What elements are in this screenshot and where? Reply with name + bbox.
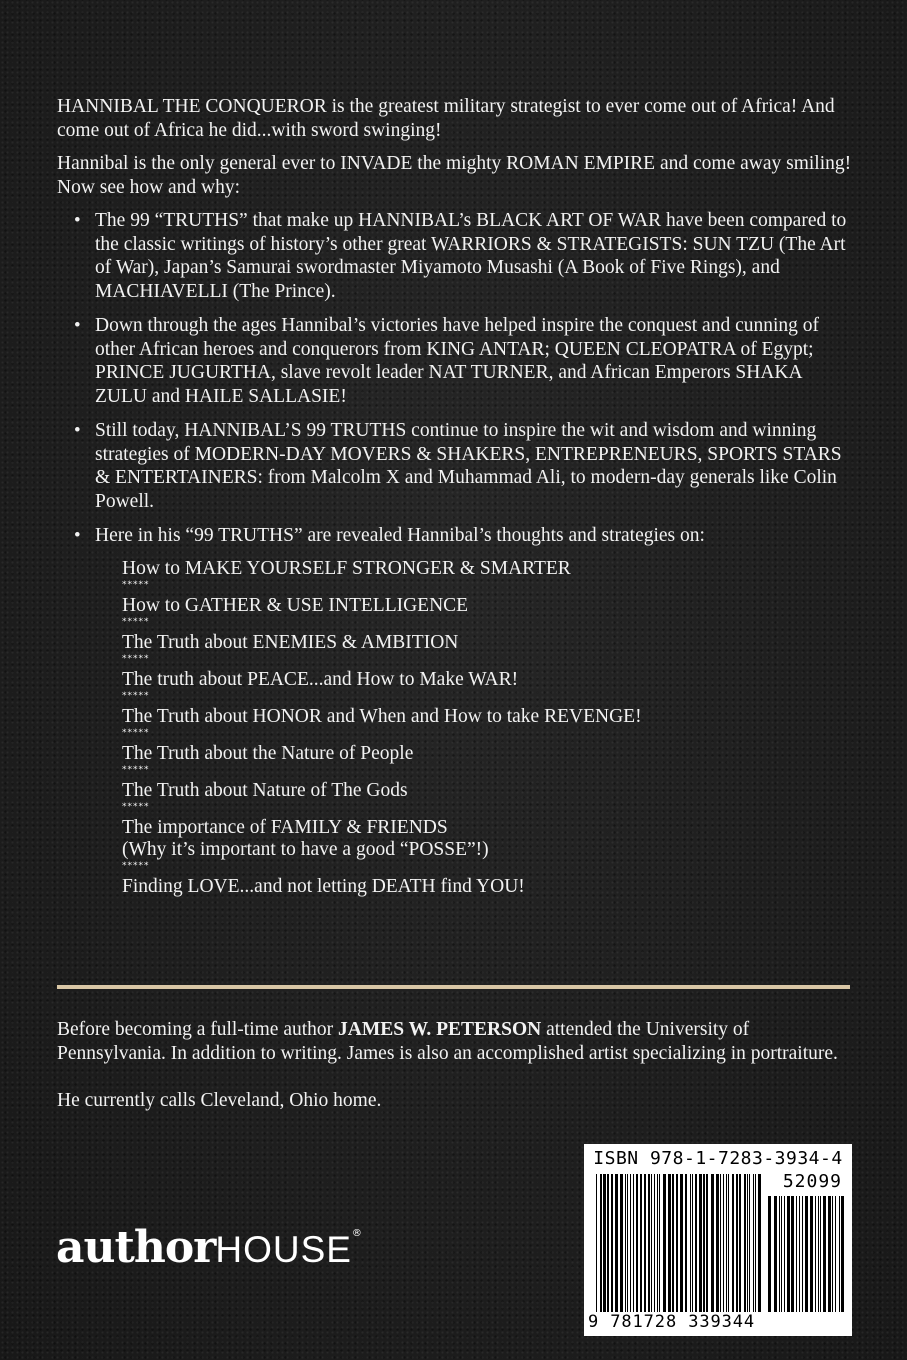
- barcode-bar: [723, 1174, 724, 1314]
- barcode-bar: [615, 1174, 618, 1314]
- bullet-item: [57, 209, 857, 303]
- logo-house-text: HOUSE: [215, 1229, 352, 1270]
- barcode-bar: [663, 1174, 666, 1314]
- topic-item: Finding LOVE...and not letting DEATH find YOU!: [122, 875, 525, 897]
- barcode-bar: [600, 1174, 602, 1314]
- truths-bullet-list: [57, 209, 857, 548]
- barcode-bar: [728, 1174, 729, 1314]
- barcode-bar: [787, 1196, 790, 1314]
- bio-paragraph: [57, 1018, 857, 1065]
- barcode-bar: [820, 1196, 821, 1314]
- barcode-bar: [828, 1196, 831, 1314]
- barcode-bar: [627, 1174, 628, 1314]
- barcode-bar: [744, 1174, 746, 1314]
- barcode-bar: [651, 1174, 652, 1314]
- barcode-bar: [657, 1174, 658, 1314]
- bullet-item: [57, 419, 857, 513]
- bullet-icon: •: [74, 210, 81, 231]
- barcode-bar: [596, 1174, 597, 1314]
- barcode-bar: [784, 1196, 785, 1314]
- barcode-bar: [835, 1196, 836, 1314]
- topic-separator: *****: [122, 860, 150, 871]
- barcode-bar: [611, 1174, 613, 1314]
- barcode-bar: [774, 1196, 777, 1314]
- back-cover-text: [57, 95, 857, 898]
- barcode-bar: [633, 1174, 634, 1314]
- topic-item: The Truth about HONOR and When and How to take REVENGE!: [122, 705, 642, 727]
- barcode-bar: [607, 1174, 609, 1314]
- bio-text-post: attended the University of Pennsylvania. In addition to writing. James is also an accomplished artist specializing in portraiture.: [57, 1019, 838, 1064]
- barcode-bar: [726, 1174, 727, 1314]
- barcode-bar: [644, 1174, 646, 1314]
- barcode-bar: [676, 1174, 678, 1314]
- topic-separator: *****: [122, 579, 150, 590]
- barcode-bar: [796, 1196, 797, 1314]
- barcode-bar: [753, 1174, 754, 1314]
- publisher-logo: [56, 1222, 362, 1273]
- bullet-text: Down through the ages Hannibal’s victories have helped inspire the conquest and cunning of other African heroes and conquerors from KING ANTAR; QUEEN CLEOPATRA of Egypt; PRINCE JUGURTHA, slave revolt leader NAT TURNER, and African Emperors SHAKA ZULU and HAILE SALLASIE!: [95, 315, 820, 407]
- topic-item: The truth about PEACE...and How to Make WAR!: [122, 668, 519, 690]
- topic-separator: *****: [122, 616, 150, 627]
- barcode-bar: [802, 1196, 803, 1314]
- barcode-bar: [739, 1174, 741, 1314]
- barcode-bar: [810, 1196, 813, 1314]
- isbn-label: ISBN 978-1-7283-3934-4: [593, 1148, 843, 1169]
- divider-rule: [57, 985, 850, 989]
- barcode-bar: [815, 1196, 816, 1314]
- barcode-bar: [640, 1174, 642, 1314]
- barcode-bar: [692, 1174, 693, 1314]
- price-code: 52099: [782, 1171, 842, 1192]
- barcode-bar: [625, 1174, 626, 1314]
- topic-separator: *****: [122, 653, 150, 664]
- bio-home: He currently calls Cleveland, Ohio home.: [57, 1090, 382, 1111]
- barcode-bar: [654, 1174, 655, 1314]
- barcode-bar: [736, 1174, 738, 1314]
- barcode-bar: [839, 1196, 840, 1314]
- barcode-bar: [732, 1174, 734, 1314]
- barcode-bar: [755, 1174, 756, 1314]
- bullet-text: Here in his “99 TRUTHS” are revealed Hannibal’s thoughts and strategies on:: [95, 525, 705, 546]
- barcode-bar: [749, 1174, 750, 1314]
- barcode-bar: [799, 1196, 800, 1314]
- barcode-bar: [680, 1174, 683, 1314]
- barcode-bar: [791, 1196, 794, 1314]
- topic-item: The Truth about Nature of The Gods: [122, 779, 408, 801]
- intro-paragraph-2: Hannibal is the only general ever to INVADE the mighty ROMAN EMPIRE and come away smiling! Now see how and why:: [57, 153, 852, 198]
- barcode-bar: [805, 1196, 808, 1314]
- bullet-icon: •: [74, 420, 81, 441]
- barcode-bar: [818, 1196, 819, 1314]
- bullet-icon: •: [74, 315, 81, 336]
- barcode-bar: [720, 1174, 721, 1314]
- barcode-bar: [832, 1196, 833, 1314]
- barcode-bar: [758, 1174, 761, 1314]
- author-name: JAMES W. PETERSON: [338, 1019, 542, 1040]
- author-bio: [57, 1018, 857, 1113]
- barcode-bar: [603, 1174, 606, 1314]
- barcode-bar: [703, 1174, 705, 1314]
- topics-list: [122, 558, 857, 898]
- topic-separator: *****: [122, 764, 150, 775]
- barcode-bar: [779, 1196, 780, 1314]
- topic-separator: *****: [122, 801, 150, 812]
- topic-separator: *****: [122, 727, 150, 738]
- barcode-bar: [711, 1174, 714, 1314]
- barcode-bar: [672, 1174, 674, 1314]
- bullet-text: Still today, HANNIBAL’S 99 TRUTHS continue to inspire the wit and wisdom and winning strategies of MODERN-DAY MOVERS & SHAKERS, ENTREPRENEURS, SPORTS STARS & ENTERTAINERS: from Malcolm X and Muhammad Ali, to modern-day generals like Colin Powell.: [95, 420, 842, 512]
- bullet-text: The 99 “TRUTHS” that make up HANNIBAL’s BLACK ART OF WAR have been compared to the classic writings of history’s other great WARRIORS & STRATEGISTS: SUN TZU (The Art of War), Japan’s Samurai swordmaster Miyamoto Musashi (A Book of Five Rings), and MACHIAVELLI (The Prince).: [95, 210, 847, 302]
- barcode-bar: [716, 1174, 719, 1314]
- barcode-bar: [747, 1174, 748, 1314]
- barcode-bar: [648, 1174, 650, 1314]
- topic-item: The Truth about ENEMIES & AMBITION: [122, 631, 459, 653]
- bio-text-pre: Before becoming a full-time author: [57, 1019, 339, 1040]
- topic-separator: *****: [122, 690, 150, 701]
- barcode-bar: [659, 1174, 660, 1314]
- barcode-bar: [690, 1174, 691, 1314]
- barcode-bar: [620, 1174, 623, 1314]
- intro-paragraph-1: HANNIBAL THE CONQUEROR is the greatest military strategist to ever come out of Africa! And come out of Africa he did...with sword swinging!: [57, 96, 835, 141]
- isbn-digits: 9 781728 339344: [588, 1312, 850, 1332]
- topic-item: The importance of FAMILY & FRIENDS (Why it’s important to have a good “POSSE”!): [122, 816, 489, 860]
- barcode-bar: [699, 1174, 702, 1314]
- barcode-bar: [685, 1174, 687, 1314]
- barcode-bar: [841, 1196, 844, 1314]
- barcode-bar: [695, 1174, 697, 1314]
- topic-item: How to MAKE YOURSELF STRONGER & SMARTER: [122, 557, 571, 579]
- bullet-item: [57, 524, 857, 548]
- barcode-bar: [768, 1196, 771, 1314]
- barcode-bar: [706, 1174, 708, 1314]
- barcode-bar: [636, 1174, 638, 1314]
- bullet-item: [57, 314, 857, 408]
- barcode-bar: [823, 1196, 826, 1314]
- topic-item: The Truth about the Nature of People: [122, 742, 414, 764]
- topic-item: How to GATHER & USE INTELLIGENCE: [122, 594, 469, 616]
- bullet-icon: •: [74, 525, 81, 546]
- logo-author-text: author: [56, 1222, 216, 1273]
- barcode-bar: [781, 1196, 782, 1314]
- barcode-bar: [668, 1174, 671, 1314]
- registered-mark: ®: [351, 1228, 362, 1239]
- isbn-barcode: [584, 1144, 852, 1336]
- barcode-bar: [630, 1174, 631, 1314]
